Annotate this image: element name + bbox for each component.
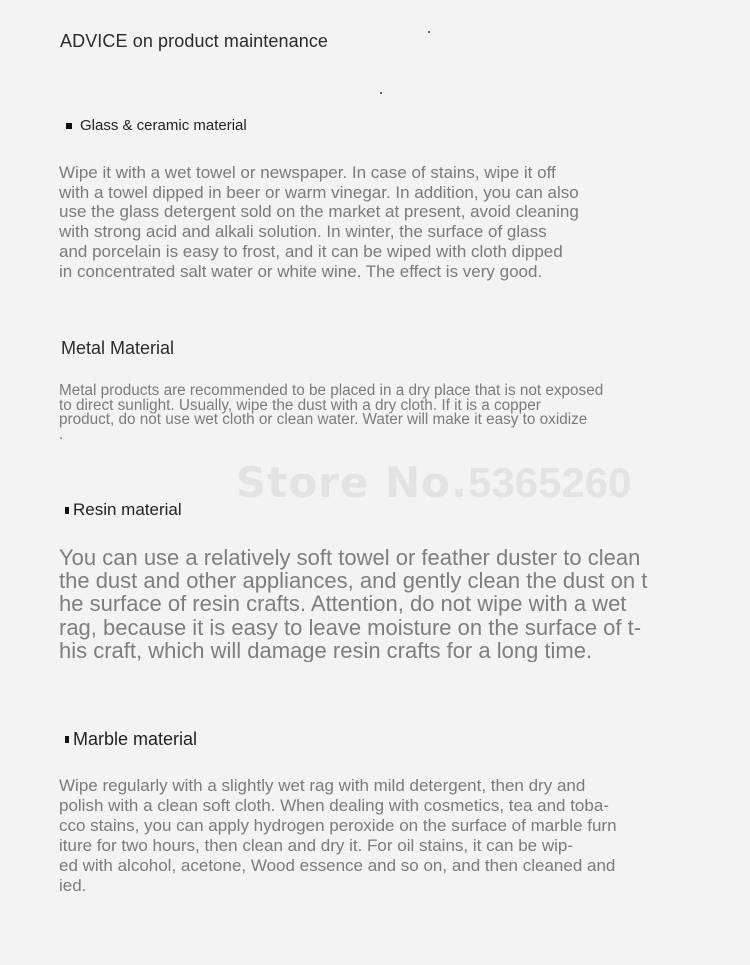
body-line: Wipe it with a wet towel or newspaper. In case of stains, wipe it off: [59, 163, 556, 182]
section-heading-marble: [65, 729, 197, 750]
body-line: polish with a clean soft cloth. When dealing with cosmetics, tea and toba-: [59, 795, 609, 815]
section-heading-label: Glass & ceramic material: [80, 117, 247, 134]
body-line: his craft, which will damage resin crafts for a long time.: [59, 637, 593, 663]
body-line: ed with alcohol, acetone, Wood essence and so on, and then cleaned and: [59, 855, 616, 875]
square-bullet-icon: [65, 507, 69, 514]
section-heading-glass: [66, 117, 247, 134]
section-body-resin: [59, 546, 699, 662]
body-line: use the glass detergent sold on the market at present, avoid cleaning: [59, 202, 579, 222]
section-heading-label: Resin material: [73, 500, 182, 519]
body-line: .: [59, 425, 64, 443]
square-bullet-icon: [66, 123, 72, 129]
page-title: ADVICE on product maintenance: [60, 31, 329, 51]
body-line: he surface of resin crafts. Attention, do not wipe with a wet: [59, 591, 627, 617]
body-line: cco stains, you can apply hydrogen peroxide on the surface of marble furn: [59, 815, 617, 835]
body-line: iture for two hours, then clean and dry it. For oil stains, it can be wip-: [59, 835, 574, 855]
square-bullet-icon: [65, 736, 69, 743]
body-line: rag, because it is easy to leave moisture on the surface of t-: [59, 614, 642, 640]
watermark-prefix: Store No.: [236, 458, 468, 507]
speck-mark: [428, 31, 430, 33]
section-heading-label: Marble material: [73, 729, 198, 749]
body-line: with strong acid and alkali solution. In winter, the surface of glass: [59, 222, 547, 242]
body-line: in concentrated salt water or white wine. The effect is very good.: [59, 261, 543, 281]
section-body-metal: [59, 384, 699, 442]
section-heading-metal: [61, 338, 174, 359]
watermark-number: 5365260: [467, 459, 632, 506]
section-body-glass: [59, 163, 699, 281]
body-line: to direct sunlight. Usually, wipe the dust with a dry cloth. If it is a copper: [59, 396, 541, 414]
body-line: the dust and other appliances, and gently clean the dust on t: [59, 568, 648, 594]
body-line: and porcelain is easy to frost, and it can be wiped with cloth dipped: [59, 241, 563, 261]
speck-mark: [380, 92, 382, 94]
body-line: You can use a relatively soft towel or feather duster to clean: [59, 546, 641, 570]
body-line: Metal products are recommended to be placed in a dry place that is not exposed: [59, 382, 604, 399]
body-line: with a towel dipped in beer or warm vinegar. In addition, you can also: [59, 182, 579, 202]
section-heading-resin: [65, 500, 182, 520]
body-line: product, do not use wet cloth or clean water. Water will make it easy to oxidize: [59, 411, 588, 428]
store-watermark: [236, 458, 631, 507]
body-line: ied.: [59, 875, 87, 895]
section-heading-label: Metal Material: [61, 338, 175, 358]
section-body-marble: [59, 776, 699, 895]
body-line: Wipe regularly with a slightly wet rag with mild detergent, then dry and: [59, 776, 586, 795]
